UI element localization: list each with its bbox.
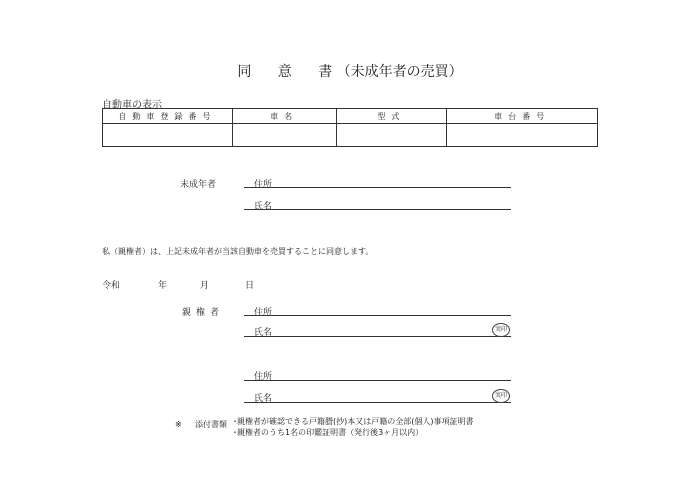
date-year: 年 — [158, 281, 168, 291]
minor-address-line[interactable] — [244, 176, 511, 188]
header-registration-number: 自動車登録番号 — [103, 109, 233, 124]
vehicle-caption: 自動車の表示 — [102, 100, 162, 111]
title-char-2: 意 — [277, 64, 292, 80]
consent-statement: 私（親権者）は、上記未成年者が当該自動車を売買することに同意します。 — [102, 247, 374, 256]
guardian2-name-label: 氏名 — [254, 394, 273, 404]
vehicle-value-row — [103, 124, 598, 147]
guardian2-address-line[interactable] — [244, 368, 511, 381]
guardian2-seal-mark: 実印 — [492, 389, 510, 403]
cell-model[interactable] — [336, 124, 447, 147]
attachments-mark: ※ — [175, 420, 182, 429]
minor-name-label: 氏名 — [254, 202, 273, 212]
attachment-item-1: ･親権者が確認できる戸籍謄(抄)本又は戸籍の全部(個人)事項証明書 — [233, 417, 474, 426]
guardian1-name-label: 氏名 — [254, 328, 273, 338]
date-month: 月 — [200, 281, 210, 291]
guardian2-address-label: 住所 — [254, 372, 273, 382]
cell-vehicle-name[interactable] — [232, 124, 336, 147]
date-era: 令和 — [102, 281, 121, 291]
guardian1-seal-mark: 実印 — [492, 323, 510, 337]
title-subtitle: （未成年者の売買） — [336, 64, 463, 80]
title-char-1: 同 — [237, 64, 252, 80]
minor-label: 未成年者 — [180, 180, 217, 190]
minor-address-label: 住所 — [254, 180, 273, 190]
attachments-label: 添付書類 — [195, 420, 227, 429]
vehicle-header-row — [103, 109, 598, 124]
attachment-item-2: ･親権者のうち1名の印鑑証明書（発行後3ヶ月以内） — [233, 428, 424, 437]
guardian1-name-line[interactable] — [244, 324, 511, 337]
title-char-3: 書 — [318, 64, 333, 80]
header-vehicle-name: 車名 — [232, 109, 336, 124]
guardian2-name-line[interactable] — [244, 390, 511, 403]
minor-name-line[interactable] — [244, 198, 511, 210]
guardian-label: 親権者 — [182, 308, 225, 318]
vehicle-table — [102, 108, 598, 147]
header-model: 型式 — [336, 109, 447, 124]
guardian1-address-label: 住所 — [254, 308, 273, 318]
document-title — [0, 61, 700, 81]
header-chassis-number: 車台番号 — [447, 109, 598, 124]
date-day: 日 — [245, 281, 255, 291]
cell-registration-number[interactable] — [103, 124, 233, 147]
cell-chassis-number[interactable] — [447, 124, 598, 147]
guardian1-address-line[interactable] — [244, 304, 511, 316]
